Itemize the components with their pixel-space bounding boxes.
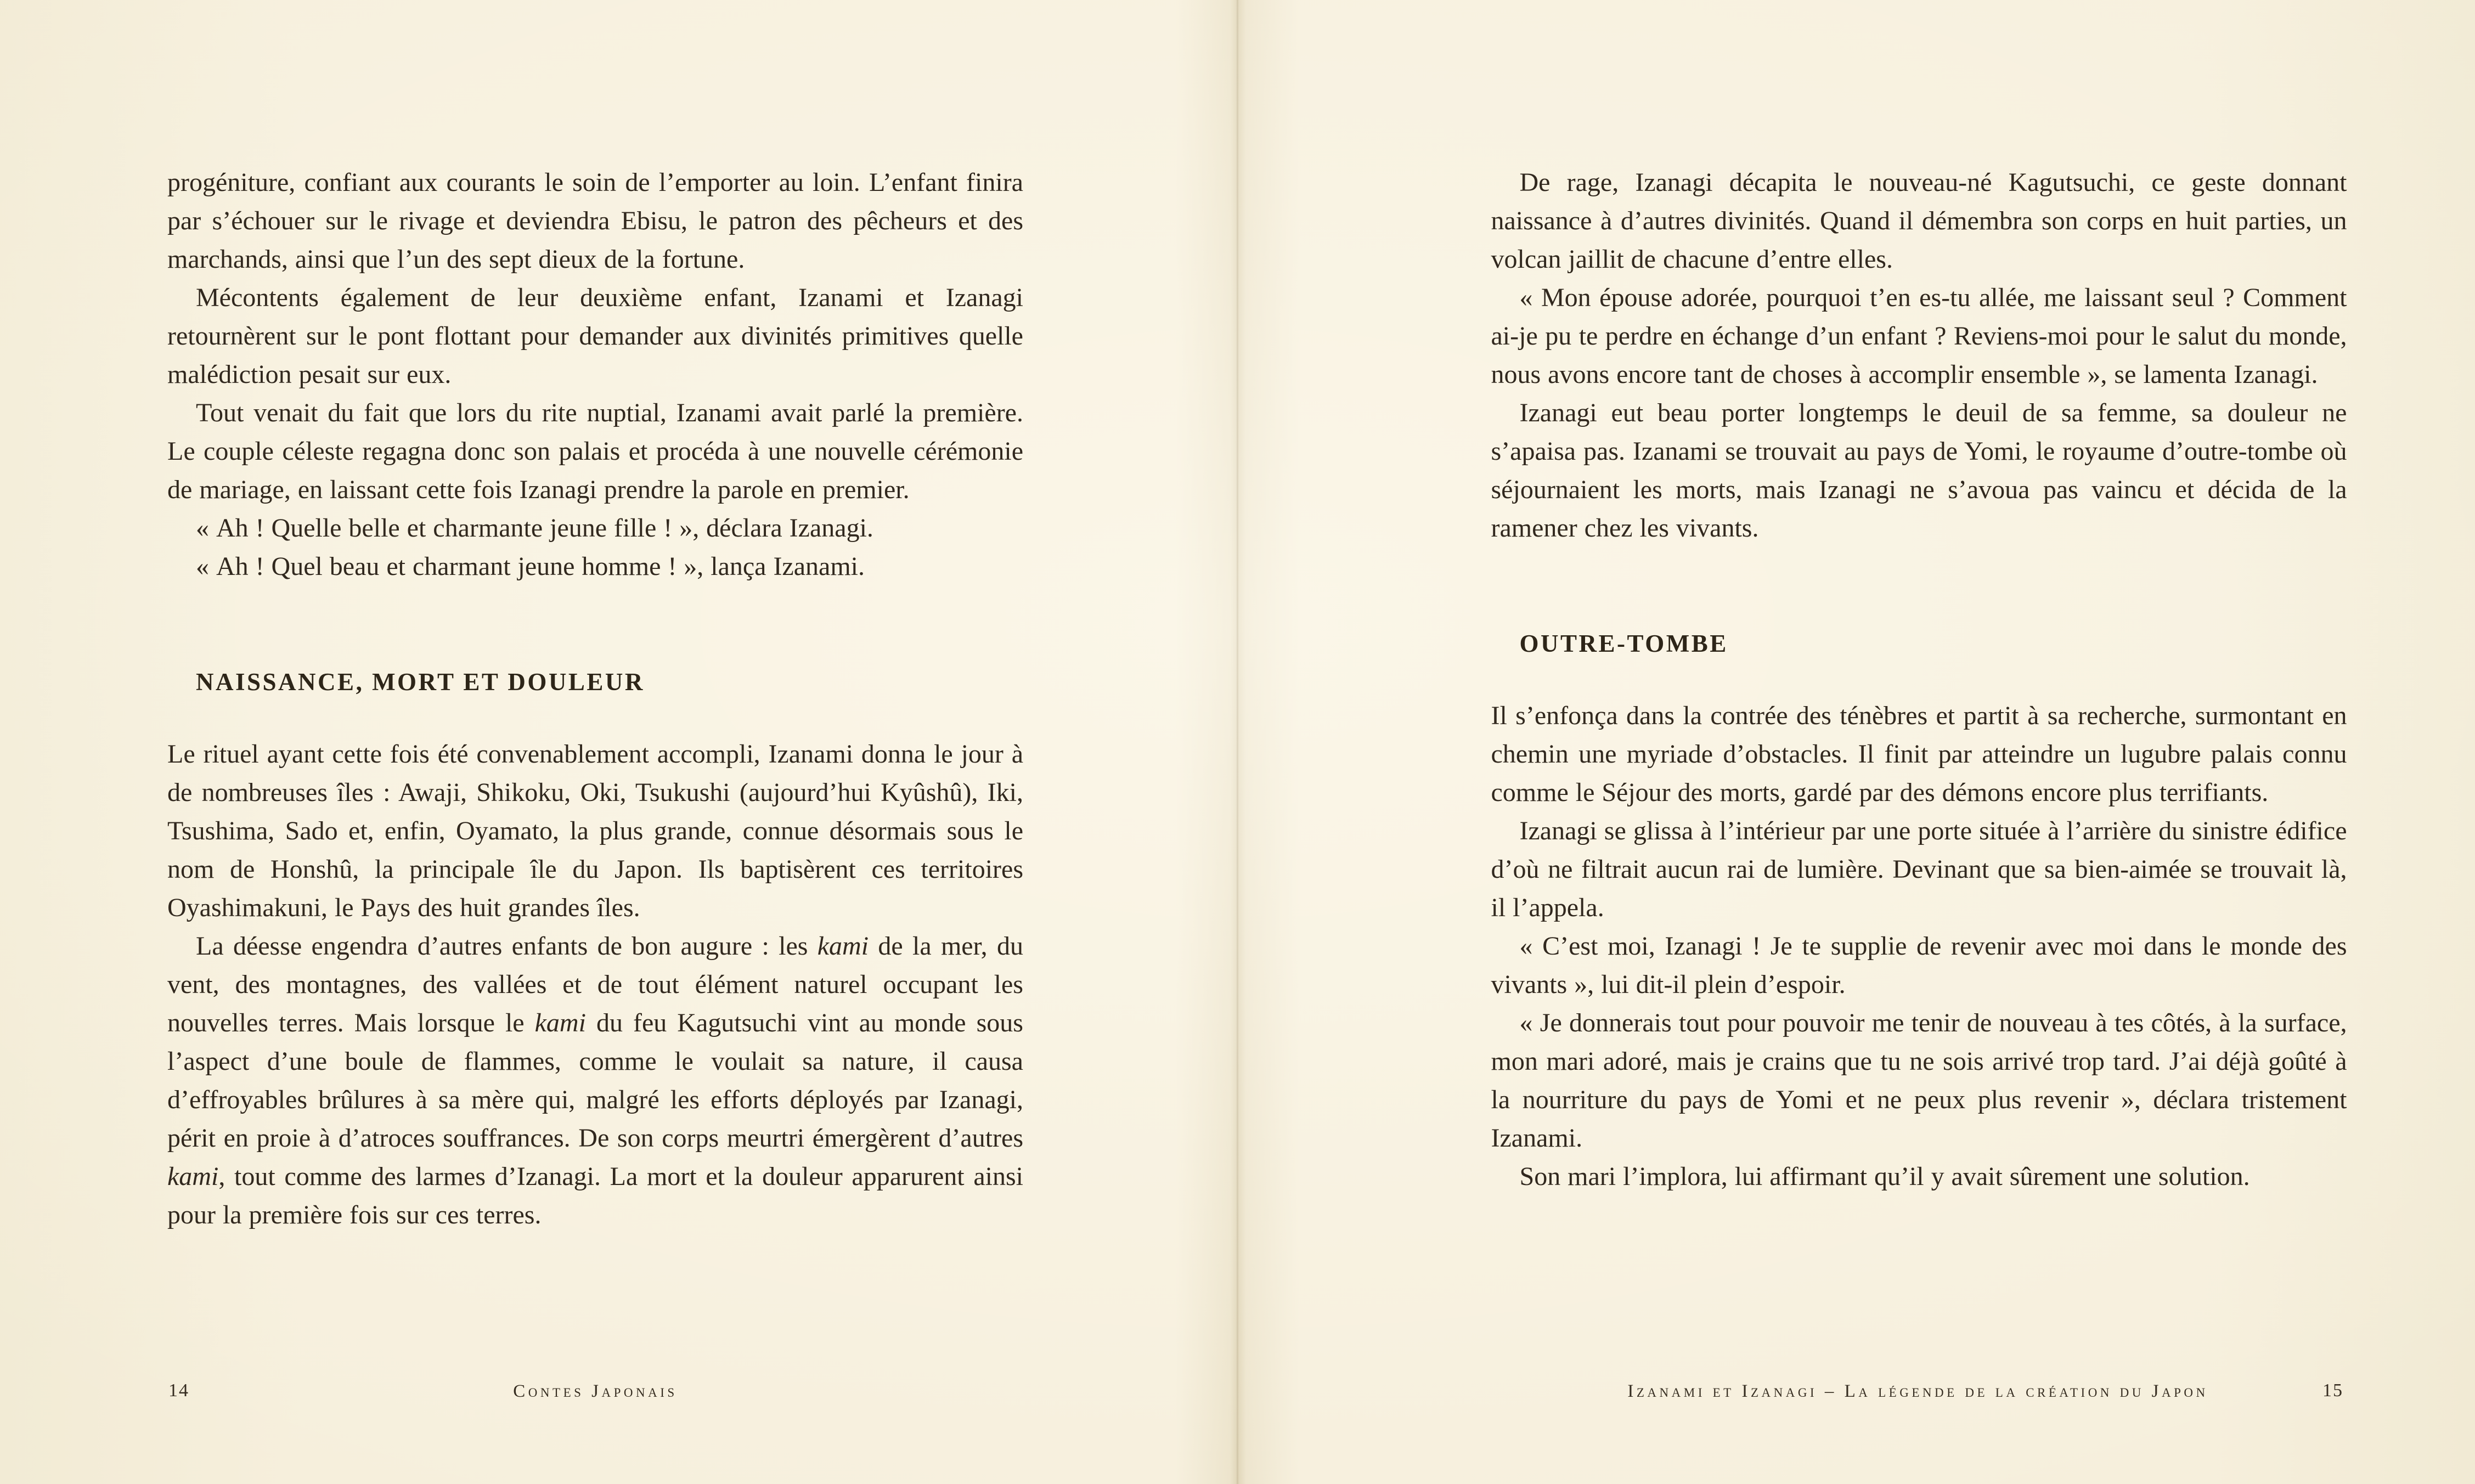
paragraph-dialogue: « C’est moi, Izanagi ! Je te supplie de revenir avec moi dans le monde des vivants », lui dit-il plein d’espoir. (1491, 932, 2347, 999)
section-heading-naissance-mort-et-douleur: NAISSANCE, MORT ET DOULEUR (196, 668, 645, 696)
paragraph-dialogue: « Ah ! Quelle belle et charmante jeune fille ! », déclara Izanagi. (196, 514, 873, 543)
page-right (1238, 0, 2475, 1484)
paragraph: Izanagi eut beau porter longtemps le deuil de sa femme, sa douleur ne s’apaisa pas. Izanami se trouvait au pays de Yomi, le royaume d’outre-tombe où séjournaient les morts, mais Izanagi ne s’avoua pas vaincu et décida de la ramener chez les vivants. (1491, 398, 2347, 543)
paragraph: progéniture, confiant aux courants le soin de l’emporter au loin. L’enfant finira par s’échouer sur le rivage et deviendra Ebisu, le patron des pêcheurs et des marchands, ainsi que l’un des sept dieux de la fortune. (167, 168, 1023, 274)
page-number-left: 14 (168, 1380, 189, 1401)
paragraph: Son mari l’implora, lui affirmant qu’il y avait sûrement une solution. (1519, 1162, 2250, 1191)
section-heading-outre-tombe: OUTRE-TOMBE (1519, 630, 1728, 657)
running-title-left: Contes Japonais (513, 1381, 678, 1401)
left-text-block (167, 163, 1023, 1234)
paragraph: Le rituel ayant cette fois été convenablement accompli, Izanami donna le jour à de nombreuses îles : Awaji, Shikoku, Oki, Tsukushi (aujourd’hui Kyûshû), Iki, Tsushima, Sado et, enfin, Oyamato, la plus grande, connue désormais sous le nom de Honshû, la principale île du Japon. Ils baptisèrent ces territoires Oyashimakuni, le Pays des huit grandes îles. (167, 740, 1023, 922)
page-number-right: 15 (2322, 1380, 2343, 1401)
paragraph-dialogue: « Mon épouse adorée, pourquoi t’en es-tu allée, me laissant seul ? Comment ai-je pu te perdre en échange d’un enfant ? Reviens-moi pour le salut du monde, nous avons encore tant de choses à accomplir ensemble », se lamenta Izanagi. (1491, 283, 2347, 389)
paragraph: Mécontents également de leur deuxième enfant, Izanami et Izanagi retournèrent sur le pont flottant pour demander aux divinités primitives quelle malédiction pesait sur eux. (167, 283, 1023, 389)
running-title-right: Izanami et Izanagi – La légende de la création du Japon (1627, 1381, 2208, 1401)
paragraph: Izanagi se glissa à l’intérieur par une porte située à l’arrière du sinistre édifice d’où ne filtrait aucun rai de lumière. Devinant que sa bien-aimée se trouvait là, il l’appela. (1491, 816, 2347, 922)
left-page-footer (0, 1380, 1238, 1424)
paragraph: Tout venait du fait que lors du rite nuptial, Izanami avait parlé la première. Le couple céleste regagna donc son palais et procéda à une nouvelle cérémonie de mariage, en laissant cette fois Izanagi prendre la parole en premier. (167, 398, 1023, 504)
paragraph: La déesse engendra d’autres enfants de bon augure : les kami de la mer, du vent, des montagnes, des vallées et de tout élément naturel occupant les nouvelles terres. Mais lorsque le kami du feu Kagutsuchi vint au monde sous l’aspect d’une boule de flammes, comme le voulait sa nature, il causa d’effroyables brûlures à sa mère qui, malgré les efforts déployés par Izanagi, périt en proie à d’atroces souffrances. De son corps meurtri émergèrent d’autres kami, tout comme des larmes d’Izanagi. La mort et la douleur apparurent ainsi pour la première fois sur ces terres. (167, 932, 1023, 1229)
paragraph-dialogue: « Ah ! Quel beau et charmant jeune homme ! », lança Izanami. (196, 552, 865, 581)
paragraph: De rage, Izanagi décapita le nouveau-né Kagutsuchi, ce geste donnant naissance à d’autres divinités. Quand il démembra son corps en huit parties, un volcan jaillit de chacune d’entre elles. (1491, 168, 2347, 274)
right-text-block (1491, 163, 2347, 1196)
right-page-footer (1238, 1380, 2475, 1424)
paragraph: Il s’enfonça dans la contrée des ténèbres et partit à sa recherche, surmontant en chemin une myriade d’obstacles. Il finit par atteindre un lugubre palais connu comme le Séjour des morts, gardé par des démons encore plus terrifiants. (1491, 701, 2347, 807)
paragraph-dialogue: « Je donnerais tout pour pouvoir me tenir de nouveau à tes côtés, à la surface, mon mari adoré, mais je crains que tu ne sois arrivé trop tard. J’ai déjà goûté à la nourriture du pays de Yomi et ne peux plus revenir », déclara tristement Izanami. (1491, 1008, 2347, 1153)
